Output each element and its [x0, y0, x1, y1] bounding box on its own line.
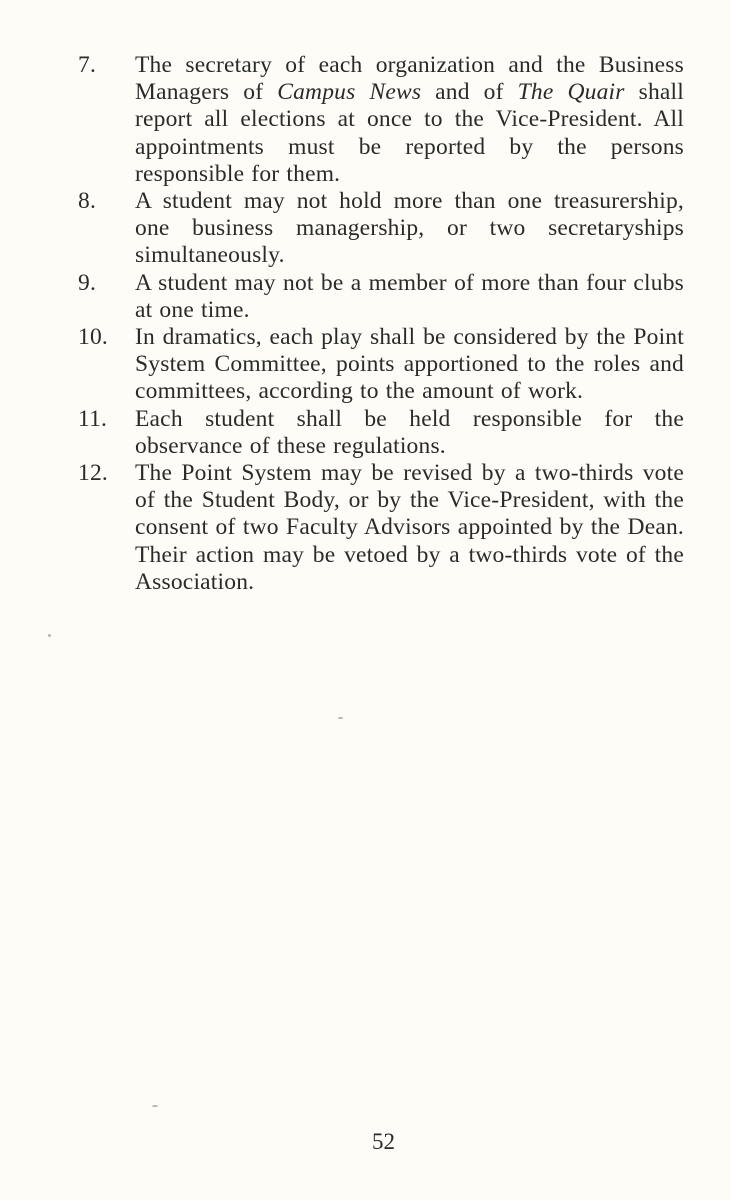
list-item-11 — [78, 406, 684, 460]
list-item-7 — [78, 52, 684, 188]
item-text: A student may not be a member of more than four clubs at one time. — [135, 269, 684, 323]
item-number: 8. — [78, 188, 97, 215]
item-text-part: The secretary of each organization and the Business Managers of — [135, 52, 684, 106]
regulations-list — [78, 52, 684, 596]
item-number: 12. — [78, 460, 108, 487]
list-item-10 — [78, 324, 684, 406]
item-number: 11. — [78, 405, 108, 432]
publication-title-the-quair: The Quair — [517, 79, 625, 106]
item-text: A student may not hold more than one treasurership, one business managership, or two secretaryships simultaneously. — [135, 188, 684, 269]
list-item-9 — [78, 270, 684, 324]
list-item-8 — [78, 188, 684, 270]
paper-speck — [48, 634, 51, 637]
page-number: 52 — [372, 1129, 395, 1154]
item-text-part: shall report all elections at once to the Vice-President. All appointments must be reported by the persons responsible for them. — [135, 79, 684, 187]
item-number: 9. — [78, 269, 97, 296]
publication-title-campus-news: Campus News — [277, 79, 422, 106]
paper-speck — [152, 1105, 158, 1107]
item-number: 7. — [78, 52, 97, 78]
item-number: 10. — [78, 324, 108, 351]
paper-speck — [338, 717, 343, 719]
item-text: In dramatics, each play shall be considered by the Point System Committee, points apportioned to the roles and committees, according to the amount of work. — [135, 324, 684, 405]
item-text: The Point System may be revised by a two-thirds vote of the Student Body, or by the Vice-President, with the consent of two Faculty Advisors appointed by the Dean. Their action may be vetoed by a two-thirds vote of the Association. — [135, 460, 684, 595]
list-item-12 — [78, 460, 684, 596]
item-text — [135, 52, 684, 187]
item-text: Each student shall be held responsible for the observance of these regulations. — [135, 405, 684, 459]
item-text-part: and of — [421, 79, 518, 106]
